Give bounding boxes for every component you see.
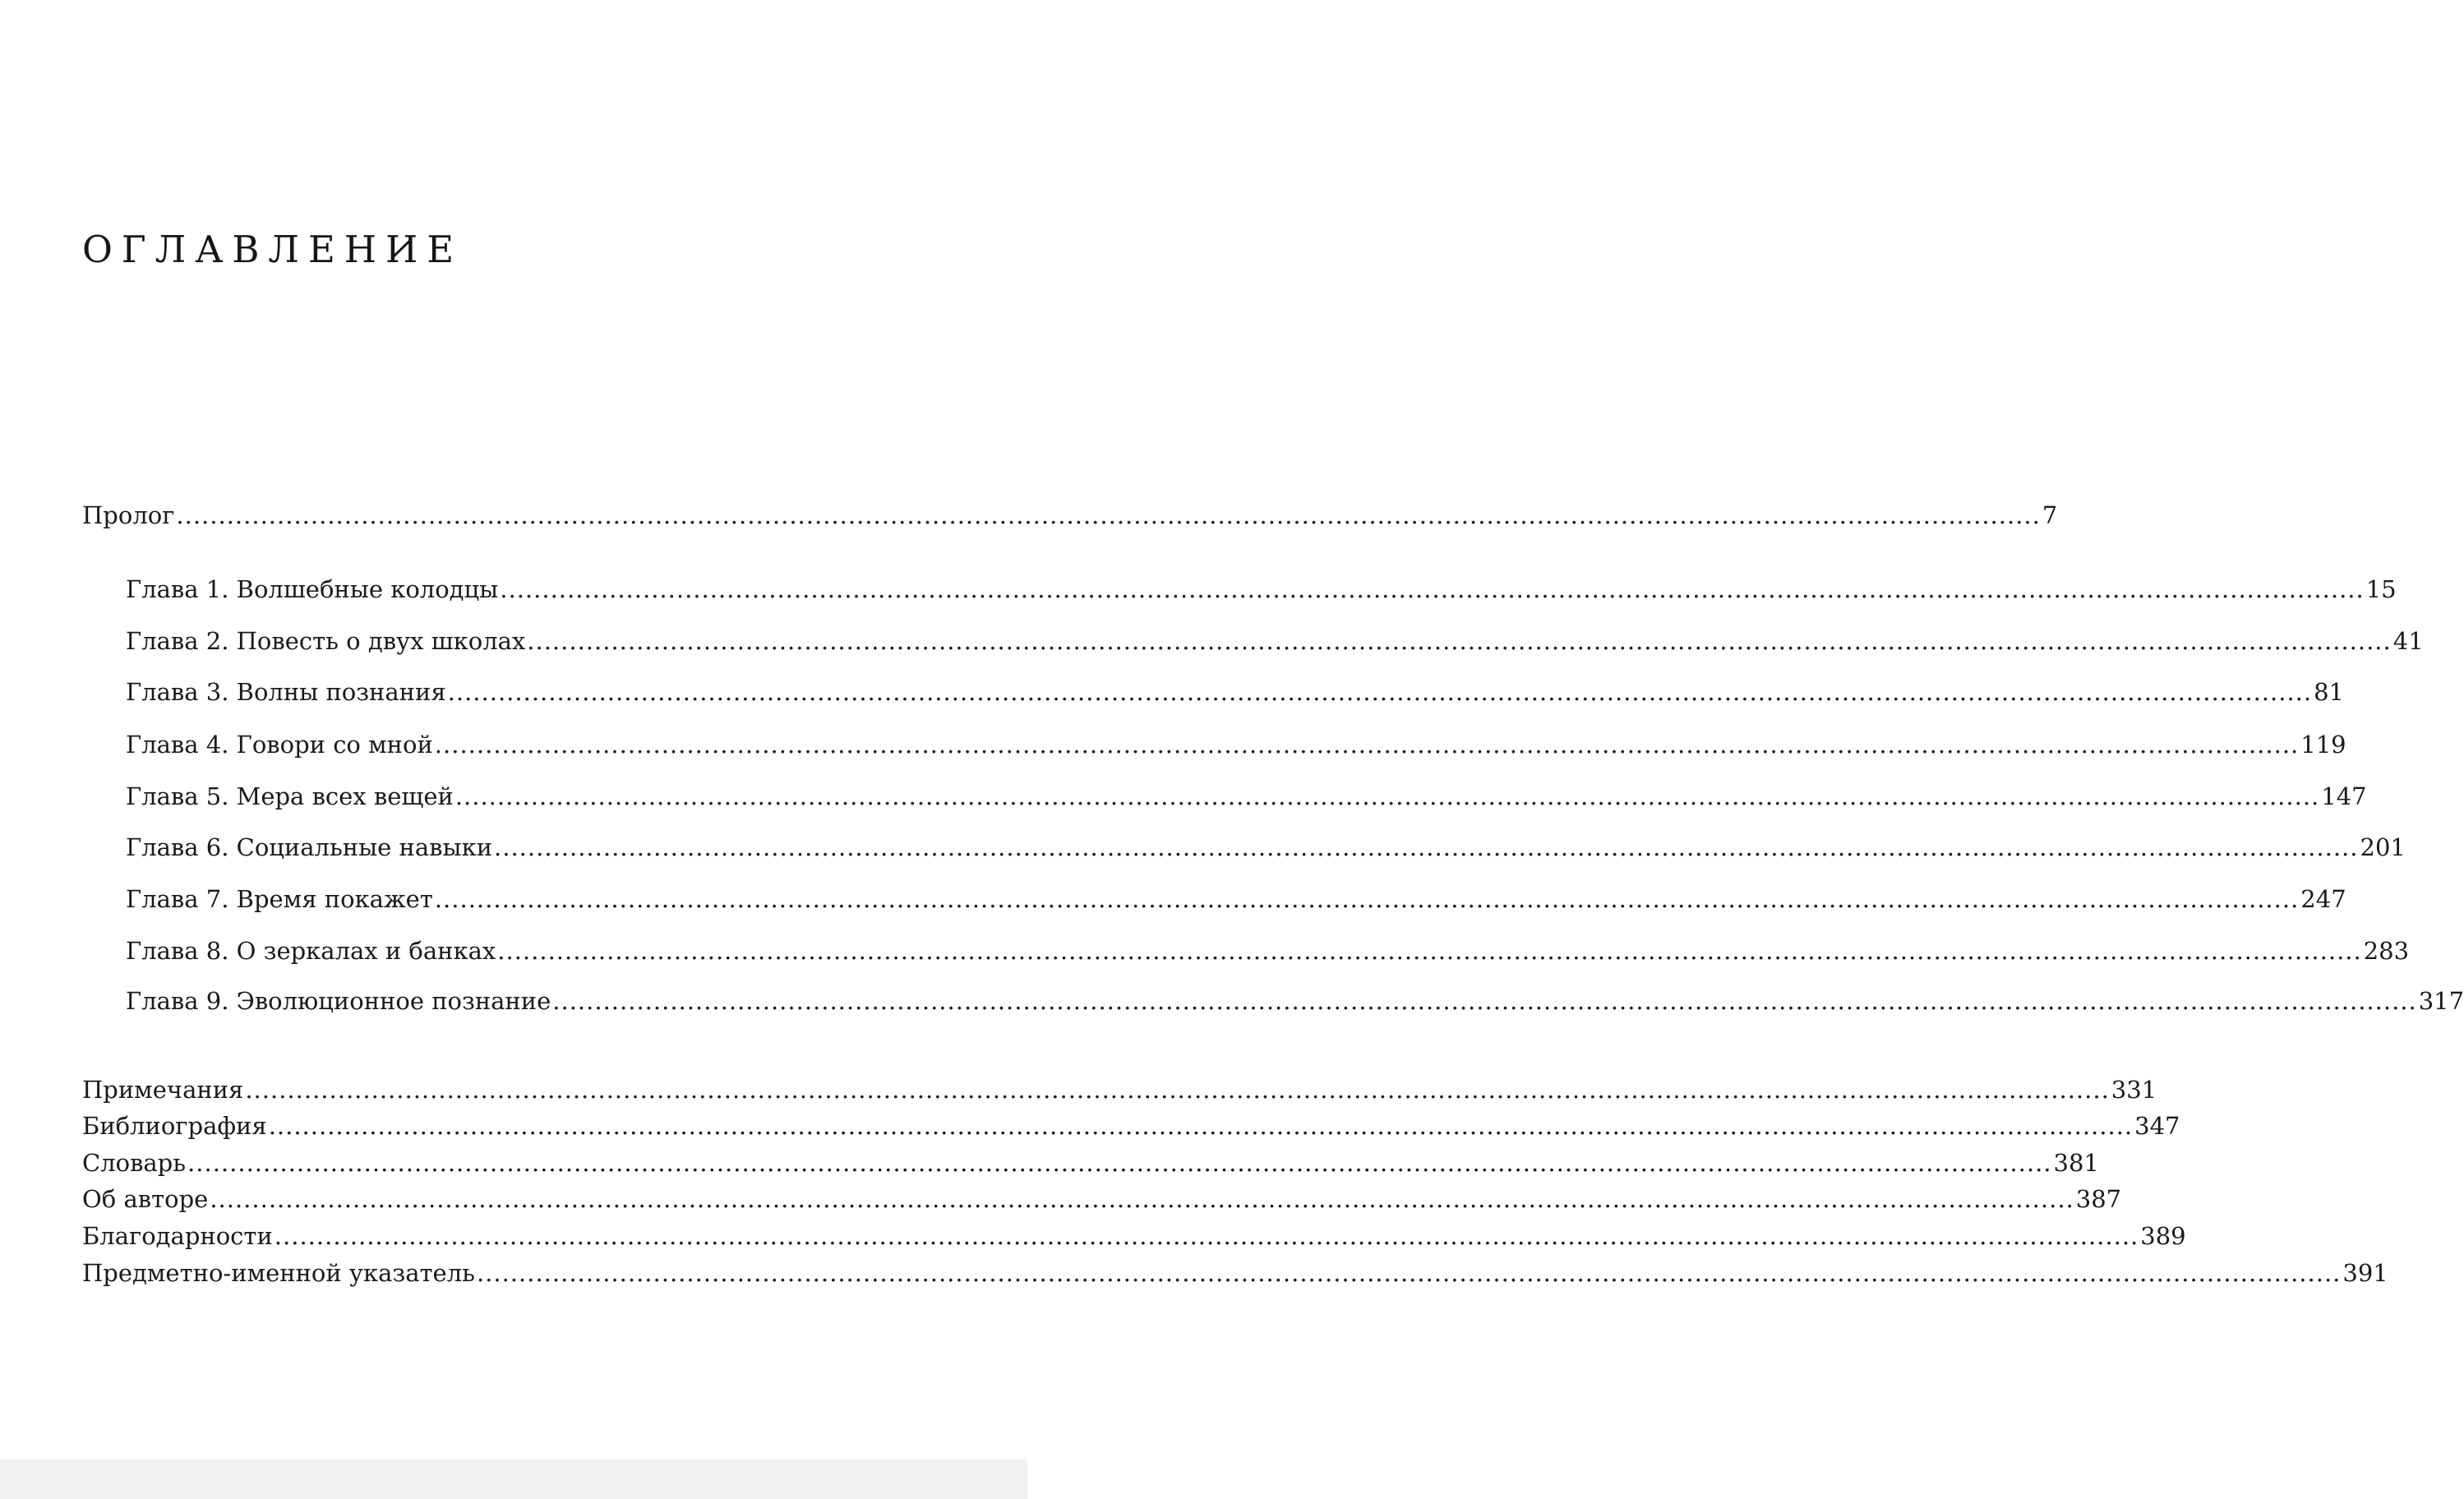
dot-leader: .............................................................................................................................................................................................................................. (187, 1149, 2052, 1177)
toc-entry-title: Словарь (82, 1149, 187, 1177)
toc-entry-page: 41 (2392, 627, 2424, 655)
toc-entry-page: 391 (2342, 1259, 2388, 1287)
toc-entry-title: Глава 3. Волны познания (126, 678, 446, 706)
toc-entry-bibliography (82, 1109, 2180, 1142)
dot-leader: .............................................................................................................................................................................................................................. (176, 501, 2041, 529)
toc-entry-page: 389 (2140, 1222, 2186, 1250)
toc-entry-index (82, 1257, 2388, 1289)
toc-entry-page: 317 (2418, 987, 2464, 1015)
toc-entry-title: Глава 2. Повесть о двух школах (126, 627, 526, 655)
toc-entry-title: Глава 4. Говори со мной (126, 731, 433, 759)
toc-entry-title: Глава 1. Волшебные колодцы (126, 575, 499, 603)
toc-entry-page: 119 (2300, 731, 2346, 759)
toc-entry-page: 15 (2365, 575, 2397, 603)
dot-leader: .............................................................................................................................................................................................................................. (245, 1076, 2110, 1104)
toc-entry-page: 387 (2075, 1185, 2122, 1213)
toc-entry-title: Глава 6. Социальные навыки (126, 833, 493, 861)
toc-entry-acknowledgements (82, 1220, 2186, 1252)
toc-entry-chapter-5 (126, 780, 2367, 813)
dot-leader: .............................................................................................................................................................................................................................. (494, 833, 2359, 861)
toc-entry-page: 347 (2134, 1112, 2180, 1140)
dot-leader: .............................................................................................................................................................................................................................. (497, 937, 2362, 965)
toc-entry-page: 7 (2042, 501, 2058, 529)
toc-entry-notes (82, 1073, 2157, 1106)
dot-leader: .............................................................................................................................................................................................................................. (434, 731, 2300, 759)
dot-leader: .............................................................................................................................................................................................................................. (210, 1185, 2074, 1213)
dot-leader: .............................................................................................................................................................................................................................. (476, 1259, 2342, 1287)
toc-entry-title: Об авторе (82, 1185, 209, 1213)
toc-entry-glossary (82, 1146, 2099, 1179)
toc-entry-chapter-9 (126, 985, 2464, 1017)
toc-entry-about-author (82, 1183, 2122, 1215)
dot-leader: .............................................................................................................................................................................................................................. (455, 782, 2320, 810)
dot-leader: .............................................................................................................................................................................................................................. (268, 1112, 2134, 1140)
toc-entry-title: Примечания (82, 1076, 244, 1104)
toc-entry-chapter-8 (126, 934, 2410, 967)
toc-entry-page: 283 (2363, 937, 2410, 965)
toc-entry-page: 381 (2053, 1149, 2099, 1177)
toc-entry-title: Благодарности (82, 1222, 273, 1250)
dot-leader: .............................................................................................................................................................................................................................. (274, 1222, 2139, 1250)
toc-entry-title: Глава 9. Эволюционное познание (126, 987, 551, 1015)
toc-entry-chapter-4 (126, 728, 2346, 761)
toc-entry-title: Пролог (82, 501, 175, 529)
toc-entry-chapter-7 (126, 883, 2346, 916)
toc-entry-title: Библиография (82, 1112, 267, 1140)
toc-entry-page: 201 (2360, 833, 2406, 861)
dot-leader: .............................................................................................................................................................................................................................. (447, 678, 2313, 706)
toc-entry-chapter-6 (126, 831, 2406, 864)
bottom-strip (0, 1460, 1027, 1499)
toc-entry-title: Глава 8. О зеркалах и банках (126, 937, 496, 965)
dot-leader: .............................................................................................................................................................................................................................. (552, 987, 2417, 1015)
toc-entry-page: 147 (2321, 782, 2367, 810)
toc-entry-chapter-1 (126, 573, 2397, 606)
dot-leader: .............................................................................................................................................................................................................................. (527, 627, 2392, 655)
dot-leader: .............................................................................................................................................................................................................................. (500, 575, 2365, 603)
dot-leader: .............................................................................................................................................................................................................................. (434, 885, 2300, 913)
toc-entry-chapter-2 (126, 625, 2424, 657)
toc-entry-page: 331 (2111, 1076, 2157, 1104)
toc-entry-title: Глава 5. Мера всех вещей (126, 782, 454, 810)
toc-entry-title: Предметно-именной указатель (82, 1259, 475, 1287)
toc-entry-page: 81 (2314, 678, 2345, 706)
toc-entry-chapter-3 (126, 676, 2345, 708)
toc-heading: ОГЛАВЛЕНИЕ (82, 228, 464, 271)
toc-entry-title: Глава 7. Время покажет (126, 885, 433, 913)
toc-entry-prologue (82, 499, 2058, 532)
toc-entry-page: 247 (2300, 885, 2346, 913)
